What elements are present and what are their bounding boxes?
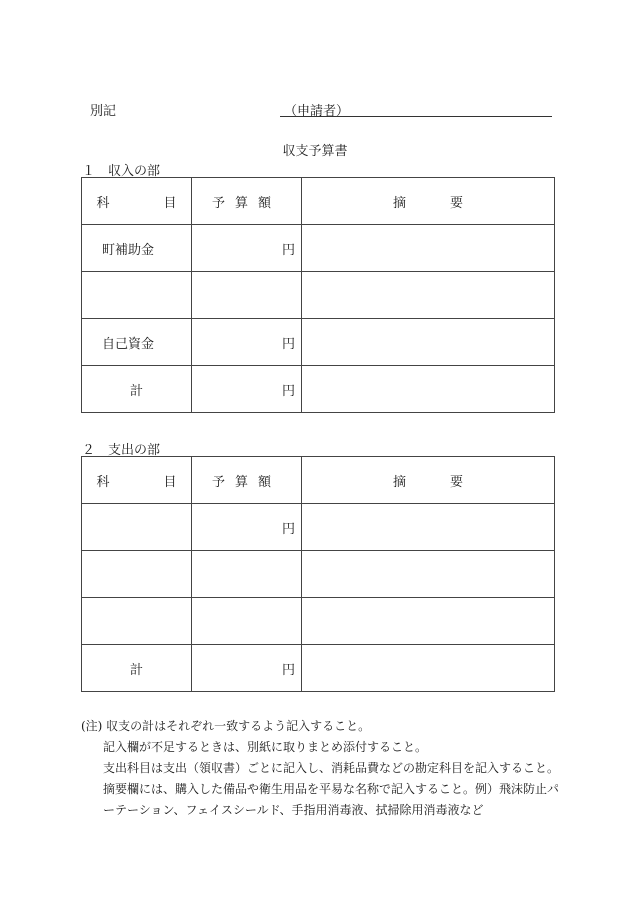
expense-item-cell[interactable] [82,551,192,598]
income-amount-cell[interactable]: 円 [192,225,302,272]
applicant-label: （申請者） [284,104,350,119]
expense-item-cell[interactable] [82,504,192,551]
table-row [82,598,555,645]
header-tekiyo [302,457,555,504]
income-total-label: 計 [82,366,192,413]
note-line: ーテーション、フェイスシールド、手指用消毒液、拭掃除用消毒液など [103,803,484,817]
table-row [82,504,555,551]
header-tekiyo-b: 要 [450,195,464,211]
header-kamoku-a: 科 [96,474,110,490]
income-note-cell[interactable] [302,319,555,366]
expense-table [81,456,555,692]
header-tekiyo [302,178,555,225]
expense-header-row [82,457,555,504]
header-tekiyo-b: 要 [450,474,464,490]
income-item-cell[interactable]: 自己資金 [82,319,192,366]
header-kamoku-b: 目 [163,195,177,211]
income-table [81,177,555,413]
header-yosan: 予算額 [192,457,302,504]
applicant-underline [280,116,552,117]
table-row [82,225,555,272]
note-line: 支出科目は支出（領収書）ごとに記入し、消耗品費などの勘定科目を記入すること。 [103,761,560,775]
document-title: 収支予算書 [282,144,348,159]
income-item-cell[interactable]: 町補助金 [82,225,192,272]
expense-amount-cell[interactable] [192,551,302,598]
header-kamoku [82,457,192,504]
note-line: (注) 収支の計はそれぞれ一致するよう記入すること。 [81,719,371,733]
income-amount-cell[interactable] [192,272,302,319]
income-header-row [82,178,555,225]
notes-block [81,716,561,821]
income-total-note[interactable] [302,366,555,413]
table-row [82,319,555,366]
expense-total-amount[interactable]: 円 [192,645,302,692]
note-line: 記入欄が不足するときは、別紙に取りまとめ添付すること。 [103,740,428,754]
bekki-label: 別記 [90,104,117,119]
header-tekiyo-a: 摘 [392,474,406,490]
table-row [82,366,555,413]
table-row [82,645,555,692]
expense-note-cell[interactable] [302,598,555,645]
table-row [82,551,555,598]
expense-section-title: ２ 支出の部 [82,443,161,458]
expense-item-cell[interactable] [82,598,192,645]
income-note-cell[interactable] [302,225,555,272]
expense-amount-cell[interactable]: 円 [192,504,302,551]
expense-total-label: 計 [82,645,192,692]
income-amount-cell[interactable]: 円 [192,319,302,366]
header-yosan: 予算額 [192,178,302,225]
expense-total-note[interactable] [302,645,555,692]
table-row [82,272,555,319]
expense-amount-cell[interactable] [192,598,302,645]
header-kamoku-b: 目 [163,474,177,490]
income-total-amount[interactable]: 円 [192,366,302,413]
expense-note-cell[interactable] [302,504,555,551]
expense-note-cell[interactable] [302,551,555,598]
header-tekiyo-a: 摘 [392,195,406,211]
income-note-cell[interactable] [302,272,555,319]
header-kamoku-a: 科 [96,195,110,211]
header-kamoku [82,178,192,225]
income-section-title: １ 収入の部 [82,164,161,179]
income-item-cell[interactable] [82,272,192,319]
note-line: 摘要欄には、購入した備品や衛生用品を平易な名称で記入すること。例）飛沫防止パ [103,782,560,796]
